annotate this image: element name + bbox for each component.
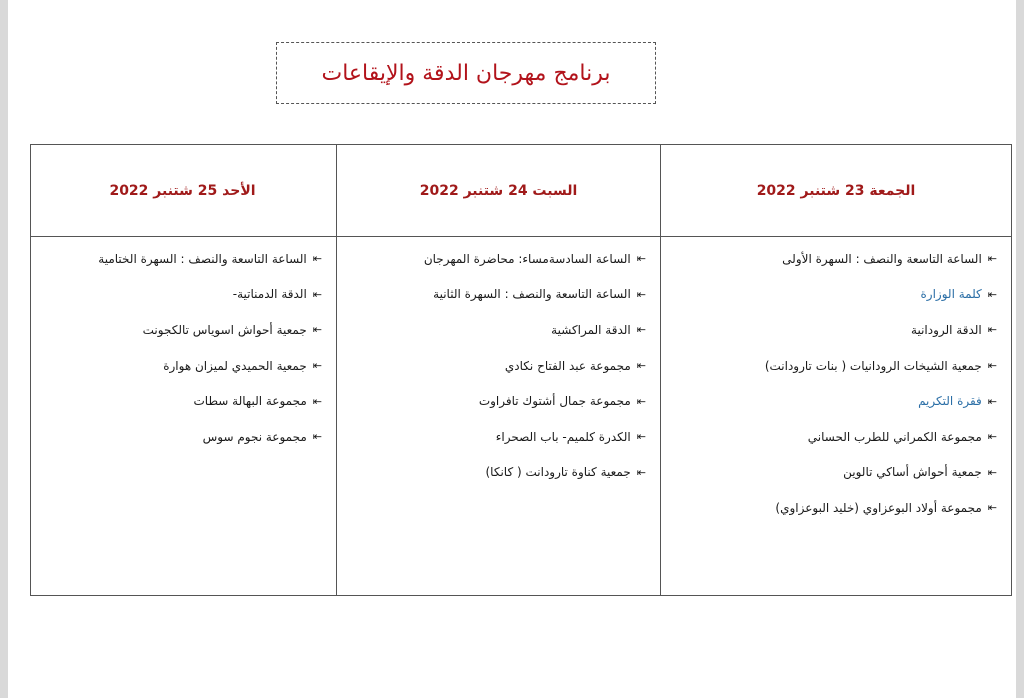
program-item-text: الدقة الدمناتية- bbox=[232, 287, 307, 302]
column-heading: الأحد 25 شتنبر 2022 bbox=[109, 182, 256, 199]
program-item-text: جمعية الشيخات الرودانيات ( بنات تارودانت) bbox=[764, 358, 982, 373]
program-item-text: فقرة التكريم bbox=[918, 394, 982, 409]
program-item-text: مجموعة الكمراني للطرب الحساني bbox=[807, 429, 982, 444]
program-item bbox=[337, 383, 660, 419]
arrow-icon: ⇤ bbox=[312, 430, 322, 444]
arrow-icon: ⇤ bbox=[636, 359, 646, 373]
arrow-icon: ⇤ bbox=[312, 287, 322, 301]
arrow-icon: ⇤ bbox=[987, 465, 997, 479]
column-sunday bbox=[29, 145, 337, 595]
program-list bbox=[337, 241, 660, 490]
program-item-text: مجموعة أولاد البوعزاوي (خليد البوعزاوي) bbox=[775, 500, 982, 515]
program-item-text: مجموعة نجوم سوس bbox=[202, 429, 307, 444]
arrow-icon: ⇤ bbox=[636, 465, 646, 479]
title-box bbox=[276, 42, 656, 104]
program-item-text: الساعة التاسعة والنصف : السهرة الثانية bbox=[433, 287, 631, 302]
program-item bbox=[29, 241, 336, 277]
program-item-text: جمعية الحميدي لميزان هوارة bbox=[163, 358, 307, 373]
page-title: برنامج مهرجان الدقة والإيقاعات bbox=[321, 60, 611, 86]
arrow-icon: ⇤ bbox=[636, 287, 646, 301]
program-item bbox=[661, 383, 1011, 419]
arrow-icon: ⇤ bbox=[987, 501, 997, 515]
program-item bbox=[337, 277, 660, 313]
column-friday bbox=[661, 145, 1011, 595]
arrow-icon: ⇤ bbox=[312, 394, 322, 408]
program-item-text: الدقة المراكشية bbox=[551, 322, 631, 337]
arrow-icon: ⇤ bbox=[987, 323, 997, 337]
program-item bbox=[29, 312, 336, 348]
arrow-icon: ⇤ bbox=[636, 430, 646, 444]
program-item bbox=[661, 490, 1011, 526]
program-item bbox=[29, 277, 336, 313]
arrow-icon: ⇤ bbox=[987, 359, 997, 373]
arrow-icon: ⇤ bbox=[312, 323, 322, 337]
program-item-text: جمعية أحواش اسوياس تالكجونت bbox=[142, 322, 307, 337]
arrow-icon: ⇤ bbox=[312, 359, 322, 373]
program-item-text: مجموعة عبد الفتاح نكادي bbox=[504, 358, 631, 373]
program-item-text: جمعية أحواش أساكي تالوين bbox=[843, 465, 982, 480]
program-item bbox=[337, 348, 660, 384]
program-item-text: جمعية كناوة تارودانت ( كانكا) bbox=[485, 465, 631, 480]
program-item bbox=[29, 383, 336, 419]
program-item bbox=[661, 277, 1011, 313]
program-item-text: الساعة السادسةمساء: محاضرة المهرجان bbox=[423, 251, 631, 266]
program-item-text: الكدرة كلميم- باب الصحراء bbox=[495, 429, 631, 444]
arrow-icon: ⇤ bbox=[987, 430, 997, 444]
program-item bbox=[337, 419, 660, 455]
column-saturday bbox=[337, 145, 661, 595]
arrow-icon: ⇤ bbox=[636, 323, 646, 337]
program-item bbox=[661, 455, 1011, 491]
program-item bbox=[661, 419, 1011, 455]
program-item bbox=[337, 312, 660, 348]
arrow-icon: ⇤ bbox=[987, 287, 997, 301]
program-item-text: كلمة الوزارة bbox=[920, 287, 982, 302]
program-item-text: الدقة الرودانية bbox=[911, 322, 982, 337]
arrow-icon: ⇤ bbox=[312, 252, 322, 266]
program-item bbox=[29, 419, 336, 455]
program-list bbox=[29, 241, 336, 455]
program-list bbox=[661, 241, 1011, 526]
arrow-icon: ⇤ bbox=[987, 252, 997, 266]
program-item-text: مجموعة البهالة سطات bbox=[193, 394, 307, 409]
program-item-text: الساعة التاسعة والنصف : السهرة الختامية bbox=[98, 251, 307, 266]
arrow-icon: ⇤ bbox=[987, 394, 997, 408]
column-heading: الجمعة 23 شتنبر 2022 bbox=[756, 182, 916, 199]
program-item bbox=[661, 312, 1011, 348]
program-table bbox=[30, 144, 1012, 596]
program-item bbox=[661, 348, 1011, 384]
document-page bbox=[8, 0, 1016, 698]
program-item-text: الساعة التاسعة والنصف : السهرة الأولى bbox=[782, 251, 982, 266]
program-item bbox=[337, 455, 660, 491]
program-item bbox=[29, 348, 336, 384]
program-item bbox=[661, 241, 1011, 277]
column-heading: السبت 24 شتنبر 2022 bbox=[419, 182, 578, 199]
arrow-icon: ⇤ bbox=[636, 394, 646, 408]
program-item bbox=[337, 241, 660, 277]
arrow-icon: ⇤ bbox=[636, 252, 646, 266]
program-item-text: مجموعة جمال أشتوك تافراوت bbox=[478, 394, 631, 409]
